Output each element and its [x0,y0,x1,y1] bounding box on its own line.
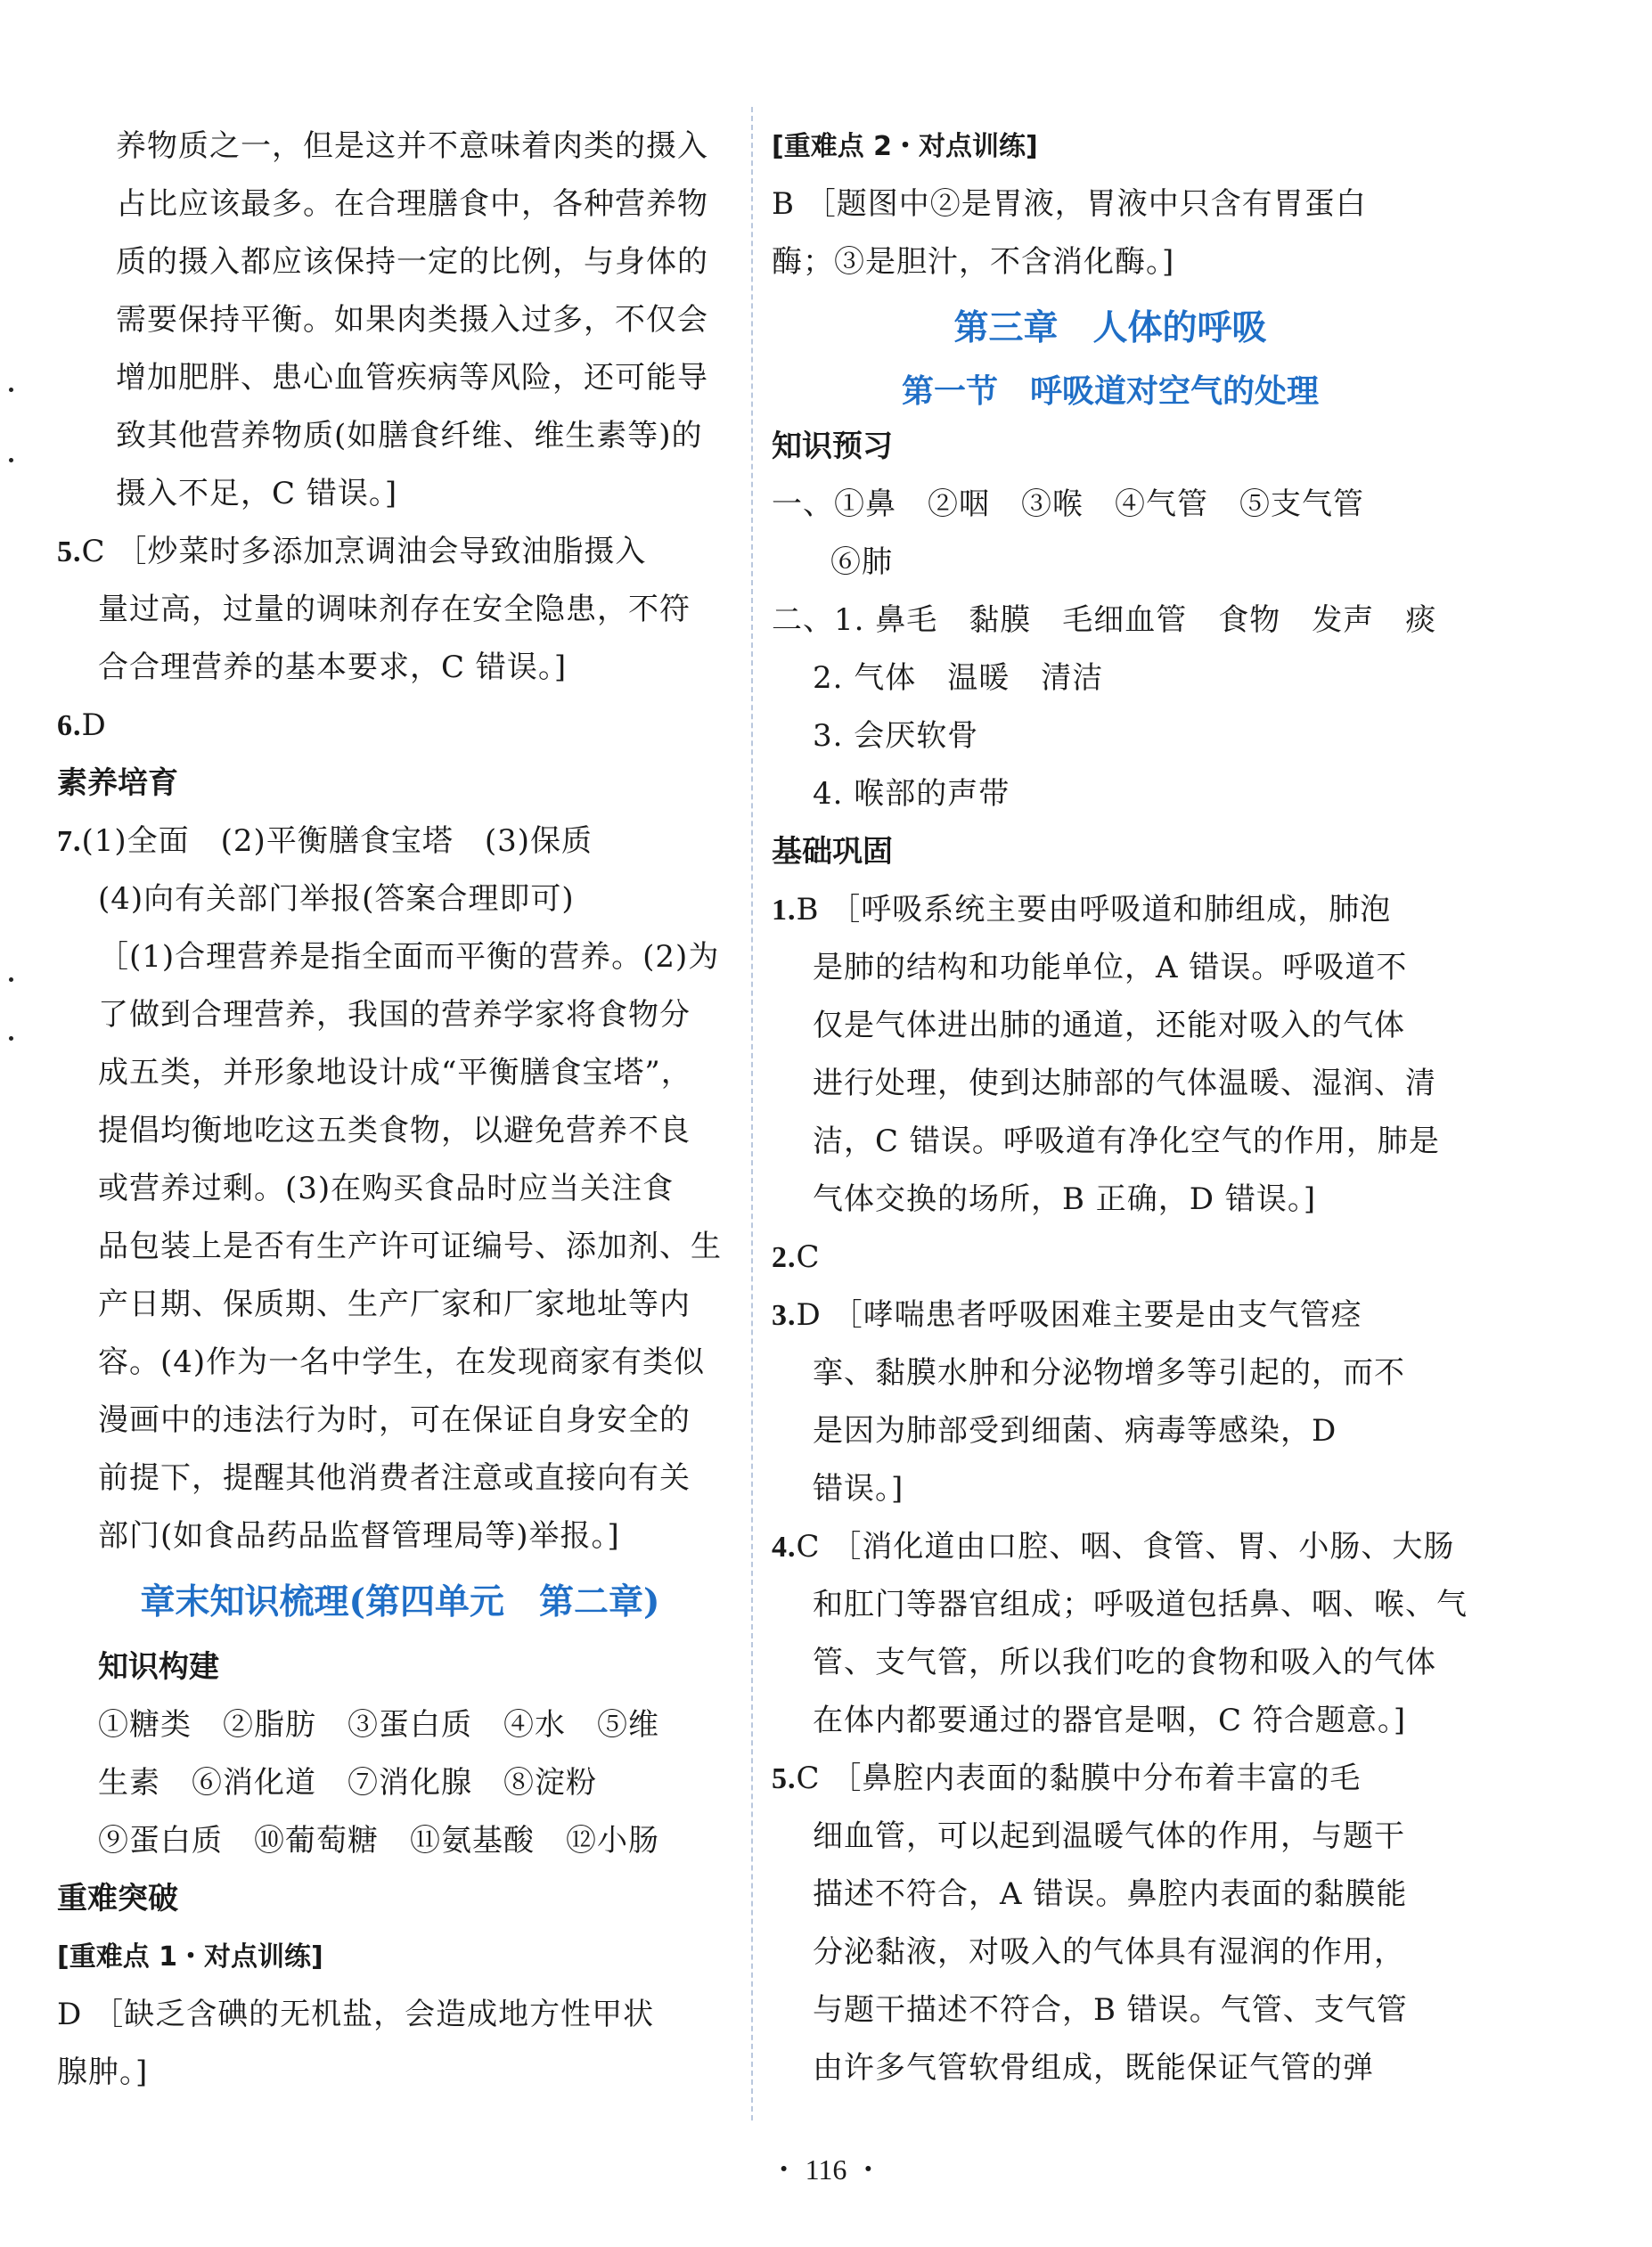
text-line: 占比应该最多。在合理膳食中，各种营养物 [116,186,708,222]
text-line: 在体内都要通过的器官是咽，C 符合题意。] [813,1703,1407,1738]
text-line: 分泌黏液，对吸入的气体具有湿润的作用， [813,1934,1405,1970]
answer-text: C ［消化道由口腔、咽、食管、胃、小肠、大肠 [796,1529,1455,1565]
text-line: 品包装上是否有生产许可证编号、添加剂、生 [98,1229,722,1264]
text-line: 是肺的结构和功能单位，A 错误。呼吸道不 [813,950,1408,985]
text-line: (4)向有关部门举报(答案合理即可) [98,881,575,917]
text-line: 由许多气管软骨组成，既能保证气管的弹 [813,2050,1374,2086]
margin-mark [9,977,13,982]
text-line: D ［缺乏含碘的无机盐，会造成地方性甲状 [57,1997,655,2032]
text-line: 了做到合理营养，我国的营养学家将食物分 [98,997,691,1033]
text-line: 挛、黏膜水肿和分泌物增多等引起的，而不 [813,1355,1405,1391]
page-number: ・ 116 ・ [769,2153,883,2186]
text-line: 描述不符合，A 错误。鼻腔内表面的黏膜能 [813,1876,1408,1912]
left-column [57,118,743,2102]
text-line: 一、①鼻 ②咽 ③喉 ④气管 ⑤支气管 [772,486,1364,522]
text-line: 摄入不足，C 错误。] [116,476,398,511]
text-line: 和肛门等器官组成；呼吸道包括鼻、咽、喉、气 [813,1587,1468,1622]
right-column [772,118,1468,2097]
heading-zhishi-goujian: 知识构建 [98,1649,219,1685]
text-line: 气体交换的场所，B 正确，D 错误。] [813,1181,1317,1217]
text-line: B ［题图中②是胃液，胃液中只含有胃蛋白 [772,186,1367,222]
text-line: 质的摄入都应该保持一定的比例，与身体的 [116,244,708,280]
answer-5 [57,523,743,581]
heading-zhongnan: 重难突破 [57,1881,178,1916]
answer-2 [772,1229,1449,1287]
text-line: ［(1)合理营养是指全面而平衡的营养。(2)为 [98,939,720,975]
margin-mark [9,388,13,392]
question-number: 7. [57,825,82,858]
text-line: 前提下，提醒其他消费者注意或直接向有关 [98,1460,691,1496]
text-line: 洁，C 错误。呼吸道有净化空气的作用，肺是 [813,1124,1440,1159]
answer-text: B ［呼吸系统主要由呼吸道和肺组成，肺泡 [796,892,1392,927]
text-line: 需要保持平衡。如果肉类摄入过多，不仅会 [116,302,708,338]
text-line: 生素 ⑥消化道 ⑦消化腺 ⑧淀粉 [98,1765,597,1801]
text-line: 与题干描述不符合，B 错误。气管、支气管 [813,1992,1408,2028]
answer-text: (1)全面 (2)平衡膳食宝塔 (3)保质 [81,823,593,859]
text-line: ⑨蛋白质 ⑩葡萄糖 ⑪氨基酸 ⑫小肠 [98,1823,659,1859]
section-heading-suyang: 素养培育 [57,765,178,801]
text-line: 产日期、保质期、生产厂家和厂家地址等内 [98,1287,691,1322]
answer-text: C [796,1239,821,1275]
text-line: 4. 喉部的声带 [813,776,1010,812]
answer-4 [772,1518,1455,1576]
text-line: 部门(如食品药品监督管理局等)举报。] [98,1518,620,1554]
margin-mark [9,458,13,462]
answer-text: C ［炒菜时多添加烹调油会导致油脂摄入 [81,534,647,569]
text-line: 致其他营养物质(如膳食纤维、维生素等)的 [116,418,703,453]
text-line: 提倡均衡地吃这五类食物，以避免营养不良 [98,1113,691,1148]
text-line: 养物质之一，但是这并不意味着肉类的摄入 [116,128,708,164]
answer-text: D ［哮喘患者呼吸困难主要是由支气管痉 [796,1297,1362,1333]
heading-zhongnan-1: [重难点 1・对点训练] [57,1941,323,1973]
text-line: 进行处理，使到达肺部的气体温暖、湿润、清 [813,1066,1436,1101]
answer-6 [57,697,743,755]
question-number: 5. [57,535,82,568]
text-line: 腺肿。] [57,2055,149,2090]
question-number: 6. [57,709,82,742]
answer-7 [57,813,743,870]
text-line: 二、1. 鼻毛 黏膜 毛细血管 食物 发声 痰 [772,602,1437,638]
text-line: 酶；③是胆汁，不含消化酶。] [772,244,1175,280]
question-number: 1. [772,894,797,927]
text-line: 错误。] [813,1471,904,1507]
question-number: 2. [772,1241,797,1274]
text-line: ①糖类 ②脂肪 ③蛋白质 ④水 ⑤维 [98,1707,659,1743]
text-line: 2. 气体 温暖 清洁 [813,660,1104,696]
text-line: 成五类，并形象地设计成“平衡膳食宝塔”， [98,1055,692,1091]
answer-text: D [81,707,107,743]
section-title: 第一节 呼吸道对空气的处理 [901,372,1319,410]
heading-jichu: 基础巩固 [772,834,893,870]
answer-5 [772,1750,1449,1808]
heading-zhongnan-2: [重难点 2・对点训练] [772,131,1038,162]
text-line: 3. 会厌软骨 [813,718,979,754]
text-line: 容。(4)作为一名中学生，在发现商家有类似 [98,1344,706,1380]
text-line: 管、支气管，所以我们吃的食物和吸入的气体 [813,1645,1436,1680]
chapter-title: 第三章 人体的呼吸 [953,307,1267,348]
margin-mark [9,1036,13,1041]
text-line: 或营养过剩。(3)在购买食品时应当关注食 [98,1171,675,1206]
text-line: 细血管，可以起到温暖气体的作用，与题干 [813,1818,1405,1854]
answer-1 [772,881,1449,939]
answer-3 [772,1287,1449,1344]
question-number: 3. [772,1299,797,1332]
column-divider [751,107,753,2120]
text-line: 仅是气体进出肺的通道，还能对吸入的气体 [813,1008,1405,1043]
text-line: 增加肥胖、患心血管疾病等风险，还可能导 [116,360,708,396]
question-number: 4. [772,1531,797,1564]
text-line: 漫画中的违法行为时，可在保证自身安全的 [98,1402,691,1438]
text-line: 是因为肺部受到细菌、病毒等感染，D [813,1413,1337,1449]
heading-yuxi: 知识预习 [772,429,893,464]
text-line: 合合理营养的基本要求，C 错误。] [98,650,568,685]
answer-text: C ［鼻腔内表面的黏膜中分布着丰富的毛 [796,1761,1362,1796]
text-line: 量过高，过量的调味剂存在安全隐患，不符 [98,592,691,627]
chapter-end-title: 章末知识梳理(第四单元 第二章) [140,1581,660,1622]
question-number: 5. [772,1762,797,1795]
text-line: ⑥肺 [830,544,893,580]
